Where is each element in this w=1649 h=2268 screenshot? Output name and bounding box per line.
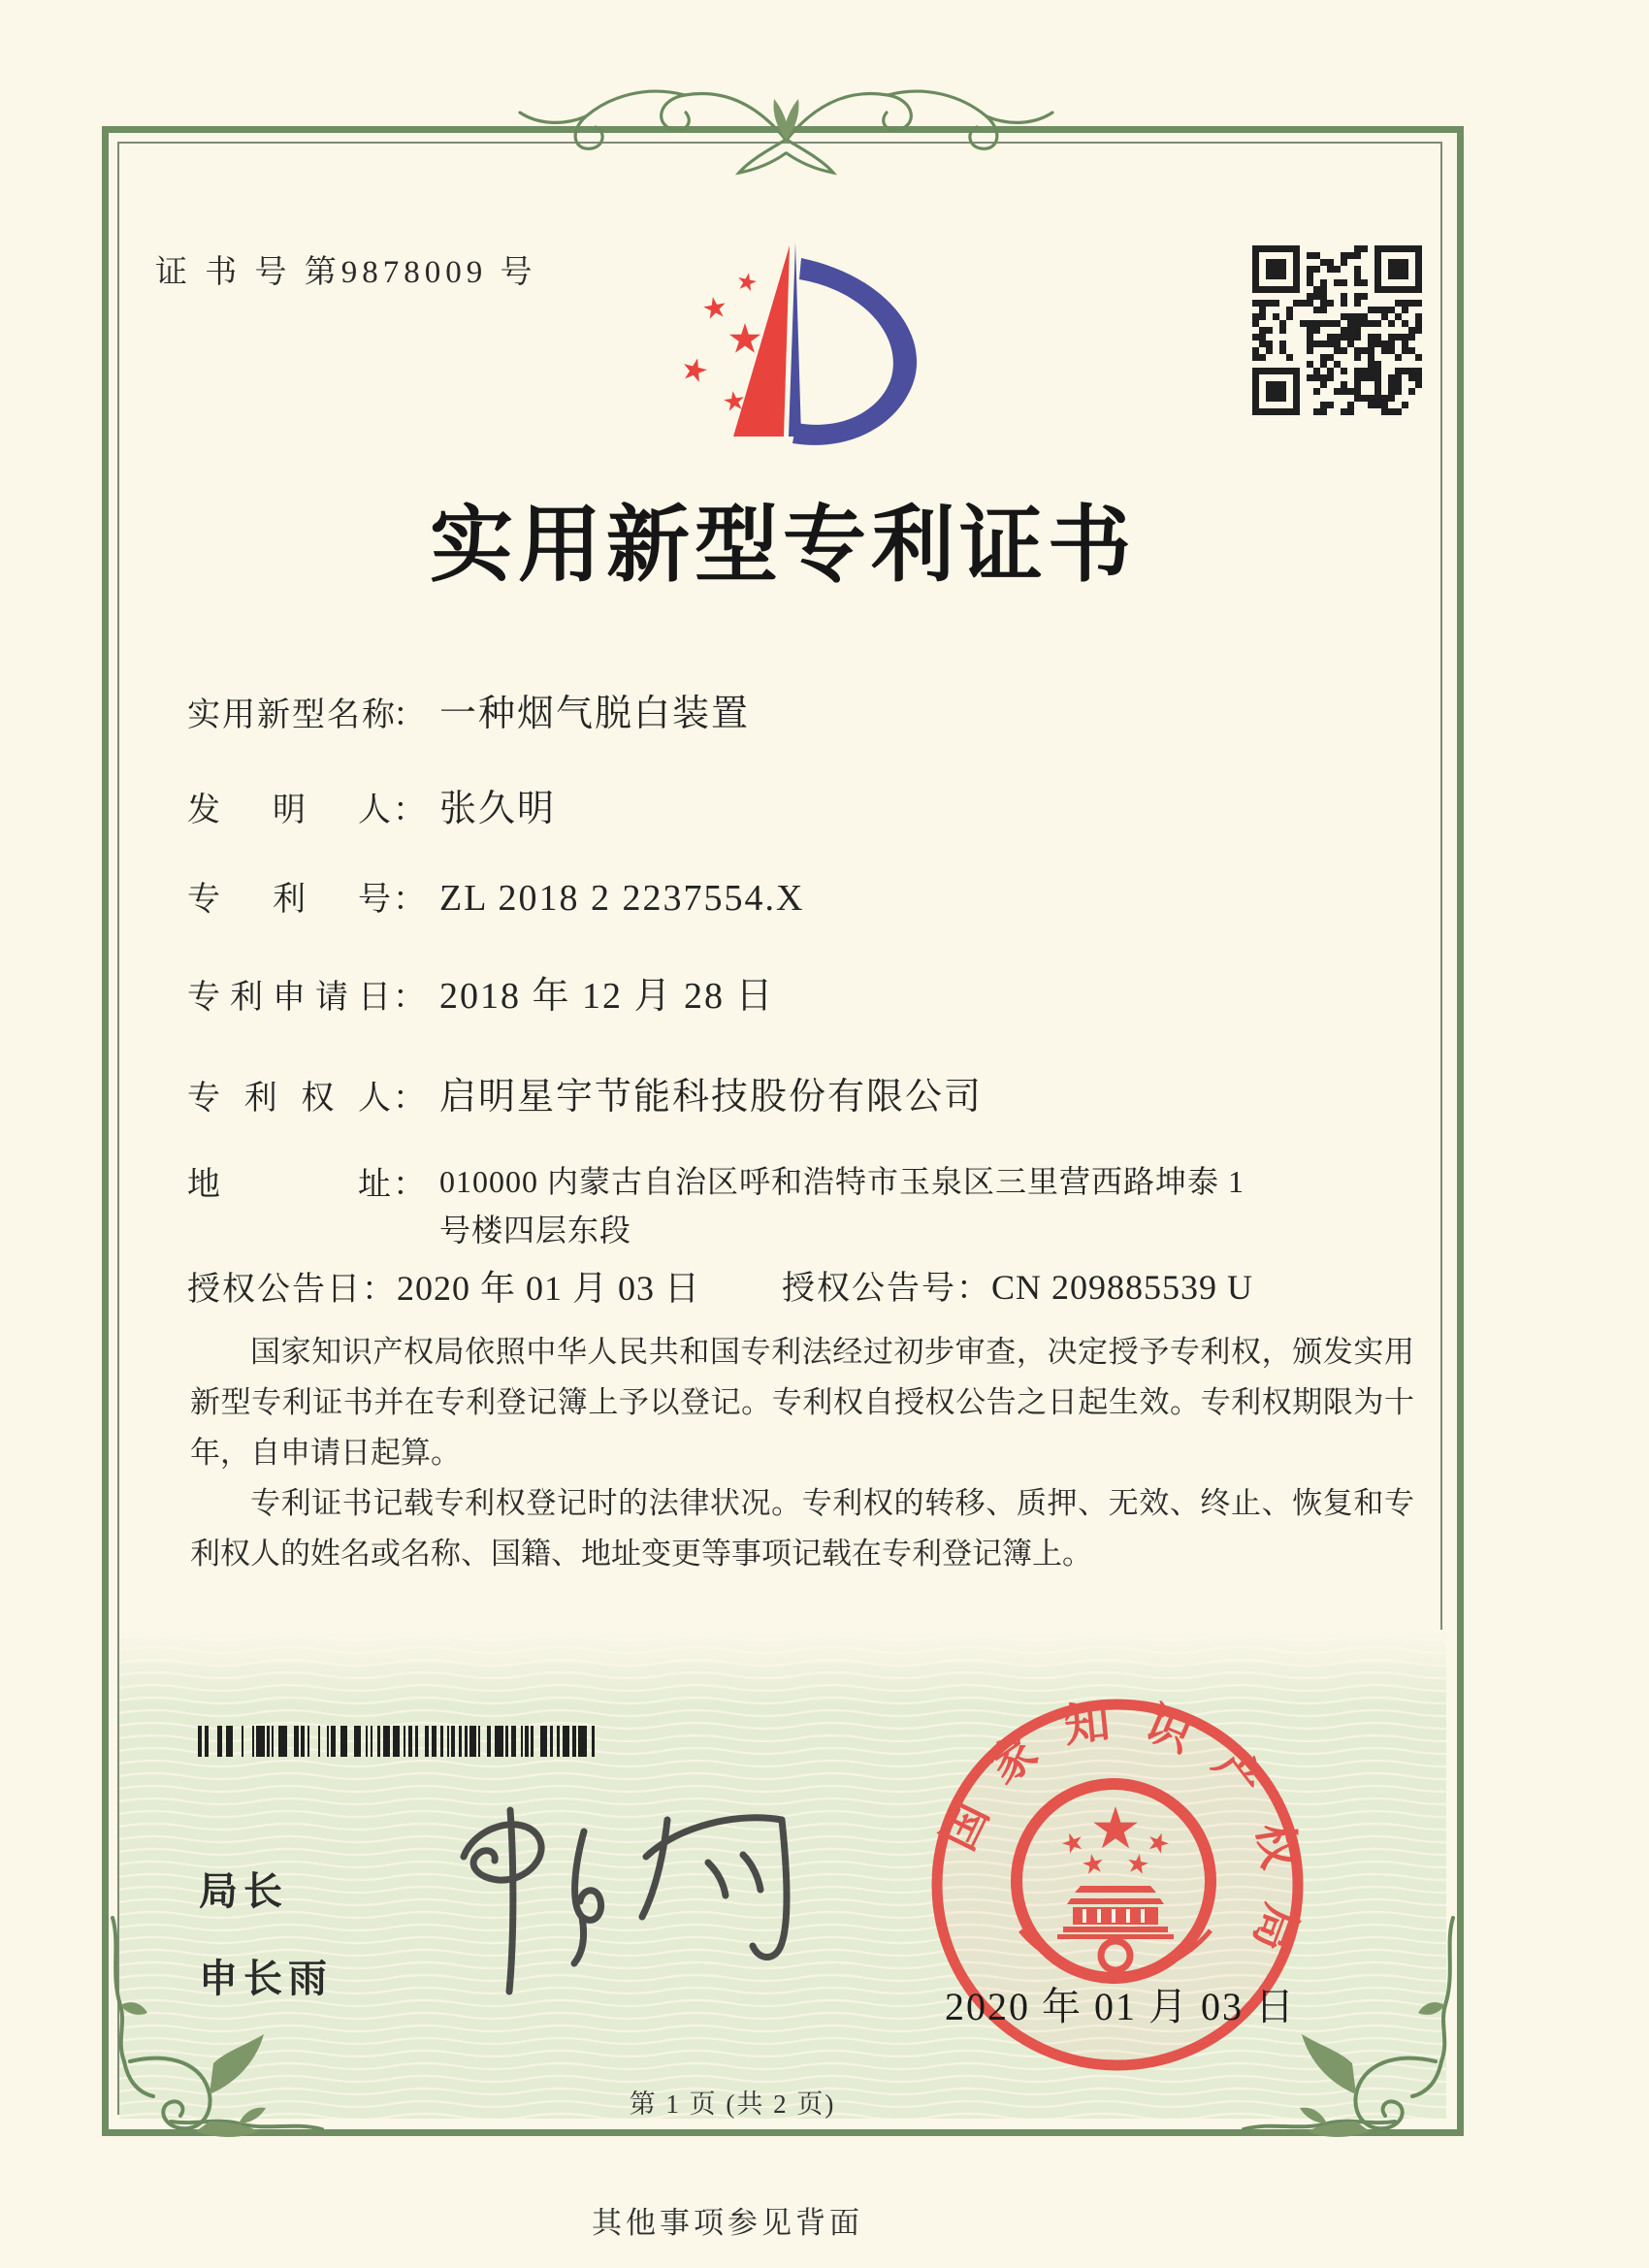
field-value: 一种烟气脱白装置	[439, 694, 751, 734]
field-label: 专利权人	[187, 1081, 393, 1117]
field-value: 2020 年 01 月 03 日	[397, 1269, 701, 1308]
field-colon: ：	[393, 1081, 428, 1117]
cnipa-patent-logo-icon	[640, 233, 931, 456]
field-value: 010000 内蒙古自治区呼和浩特市玉泉区三里营西路坤泰 1 号楼四层东段	[439, 1164, 1245, 1247]
field-row-address	[187, 1157, 1245, 1254]
field-label: 发明人	[187, 793, 393, 828]
field-value: ZL 2018 2 2237554.X	[439, 878, 805, 919]
field-colon: ：	[393, 882, 428, 918]
director-name: 申长雨	[199, 1958, 333, 2000]
field-row-grant-number	[782, 1261, 1253, 1309]
field-colon: ：	[362, 1272, 397, 1308]
seal-ring-text: 国家知识产权局	[933, 1695, 1310, 1986]
field-colon: ：	[393, 1167, 428, 1203]
back-note: 其他事项参见背面	[592, 2206, 863, 2240]
barcode	[198, 1726, 596, 1757]
field-colon: ：	[393, 793, 428, 828]
page-indicator: 第 1 页 (共 2 页)	[629, 2090, 836, 2119]
field-value: 2018 年 12 月 28 日	[439, 976, 775, 1017]
field-colon: ：	[956, 1271, 991, 1307]
director-title: 局长	[199, 1870, 288, 1913]
qr-code	[1252, 245, 1422, 415]
field-row-grant-date	[187, 1261, 700, 1311]
field-label: 授权公告日	[187, 1272, 362, 1308]
certificate-number: 证 书 号 第9878009 号	[155, 255, 537, 290]
legal-text	[190, 1327, 1414, 1579]
field-value: 启明星宇节能科技股份有限公司	[439, 1077, 984, 1118]
field-value: 张久明	[439, 789, 557, 829]
handwritten-signature	[417, 1793, 873, 2006]
field-label: 实用新型名称	[187, 697, 397, 733]
official-seal	[902, 1673, 1339, 2110]
seal-date: 2020 年 01 月 03 日	[945, 1985, 1296, 2028]
field-colon: ：	[393, 980, 428, 1016]
field-row-inventor	[187, 778, 556, 831]
certificate-title: 实用新型专利证书	[430, 499, 1136, 592]
field-row-patentee	[187, 1066, 983, 1119]
field-label: 专利号	[187, 882, 393, 918]
field-label: 专利申请日	[187, 980, 393, 1016]
top-ornament	[512, 83, 1060, 177]
field-value: CN 209885539 U	[991, 1268, 1254, 1307]
legal-paragraph-1: 国家知识产权局依照中华人民共和国专利法经过初步审查，决定授予专利权，颁发实用新型专利证书并在专利登记簿上予以登记。专利权自授权公告之日起生效。专利权期限为十年，自申请日起算。	[190, 1335, 1414, 1470]
field-label: 授权公告号	[782, 1271, 956, 1307]
field-label: 地址	[187, 1167, 393, 1203]
field-row-filing-date	[187, 965, 775, 1019]
field-colon: ：	[393, 697, 428, 733]
legal-paragraph-2: 专利证书记载专利权登记时的法律状况。专利权的转移、质押、无效、终止、恢复和专利权人的姓名或名称、国籍、地址变更等事项记载在专利登记簿上。	[190, 1486, 1414, 1571]
field-row-utility-name	[187, 683, 750, 736]
field-row-patent-number	[187, 872, 804, 920]
